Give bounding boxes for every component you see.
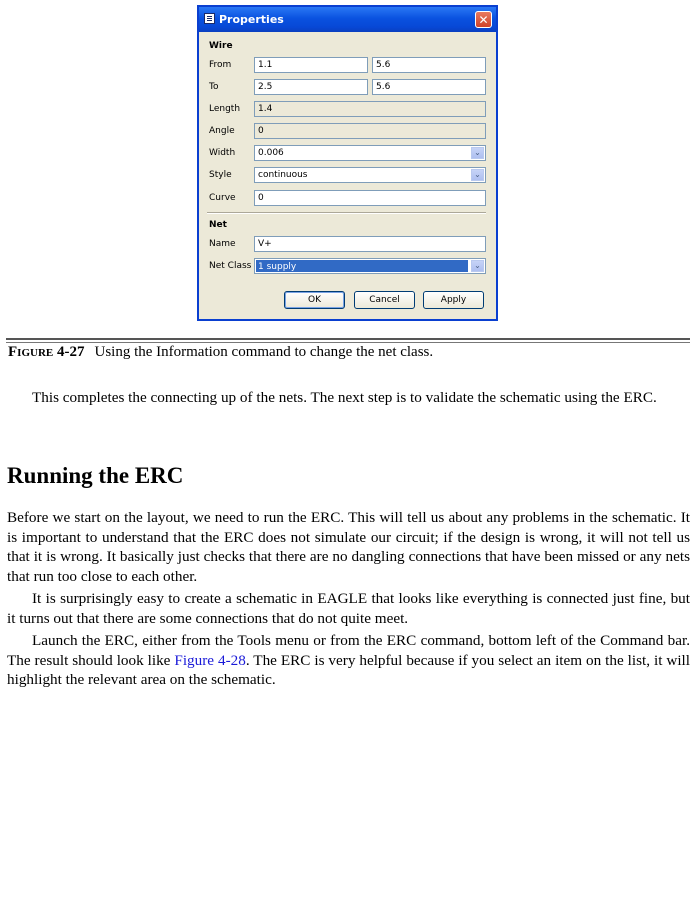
properties-icon bbox=[204, 13, 215, 24]
name-label: Name bbox=[209, 239, 236, 249]
from-x-input[interactable]: 1.1 bbox=[254, 57, 368, 73]
style-select[interactable] bbox=[254, 167, 486, 183]
figure-4-28-link[interactable]: Figure 4-28 bbox=[174, 651, 246, 669]
length-field: 1.4 bbox=[254, 101, 486, 117]
to-y-input[interactable]: 5.6 bbox=[372, 79, 486, 95]
dialog-title: Properties bbox=[219, 13, 284, 26]
figure-label: Figure 4-27 bbox=[8, 344, 85, 360]
wire-section-heading: Wire bbox=[209, 41, 233, 51]
caption-text: Using the Information command to change the net class. bbox=[94, 344, 434, 360]
caption-rule-bottom bbox=[6, 342, 690, 343]
net-class-value: 1 supply bbox=[256, 260, 468, 272]
chevron-down-icon[interactable]: ⌄ bbox=[471, 169, 484, 181]
net-name-input[interactable]: V+ bbox=[254, 236, 486, 252]
width-select[interactable] bbox=[254, 145, 486, 161]
length-label: Length bbox=[209, 104, 241, 114]
angle-label: Angle bbox=[209, 126, 235, 136]
from-label: From bbox=[209, 60, 232, 70]
paragraph-intro: This completes the connecting up of the nets. The next step is to validate the schematic using the ERC. bbox=[32, 389, 657, 406]
properties-dialog bbox=[197, 5, 498, 321]
apply-button[interactable]: Apply bbox=[423, 291, 484, 309]
style-label: Style bbox=[209, 170, 232, 180]
cancel-button[interactable]: Cancel bbox=[354, 291, 415, 309]
chevron-down-icon[interactable]: ⌄ bbox=[471, 260, 484, 272]
ok-button[interactable]: OK bbox=[284, 291, 345, 309]
width-value: 0.006 bbox=[258, 148, 284, 158]
style-value: continuous bbox=[258, 170, 308, 180]
caption-rule-top bbox=[6, 338, 690, 340]
chevron-down-icon[interactable]: ⌄ bbox=[471, 147, 484, 159]
figure-caption bbox=[8, 344, 433, 361]
curve-input[interactable]: 0 bbox=[254, 190, 486, 206]
close-icon[interactable]: ✕ bbox=[475, 11, 492, 28]
from-y-input[interactable]: 5.6 bbox=[372, 57, 486, 73]
paragraph-erc-launch bbox=[7, 631, 690, 690]
launch-text-after: . The ERC is very helpful because if you select an item on the list, it will highlight the relevant area on the schematic. bbox=[7, 651, 690, 689]
dialog-title-bar[interactable] bbox=[199, 7, 496, 32]
net-section-heading: Net bbox=[209, 220, 227, 230]
angle-field: 0 bbox=[254, 123, 486, 139]
net-class-select[interactable] bbox=[254, 258, 486, 274]
width-label: Width bbox=[209, 148, 236, 158]
launch-text-before: Launch the ERC, either from the Tools menu or from the ERC command, bottom left of the Command bar. The result should look like bbox=[7, 632, 690, 669]
section-divider bbox=[207, 212, 486, 214]
paragraph-erc-connections: It is surprisingly easy to create a schematic in EAGLE that looks like everything is connected just fine, but it turns out that there are some connections that do not quite meet. bbox=[7, 590, 690, 627]
to-label: To bbox=[209, 82, 219, 92]
curve-label: Curve bbox=[209, 193, 236, 203]
paragraph-erc-overview: Before we start on the layout, we need to run the ERC. This will tell us about any problems in the schematic. It is important to understand that the ERC does not simulate our circuit; if the design is wrong, it will not tell us that it is wrong. It basically just checks that there are no dangling connections that have been missed or any nets that run too close to each other. bbox=[7, 509, 690, 586]
net-class-label: Net Class bbox=[209, 261, 252, 271]
section-heading: Running the ERC bbox=[7, 463, 184, 488]
to-x-input[interactable]: 2.5 bbox=[254, 79, 368, 95]
